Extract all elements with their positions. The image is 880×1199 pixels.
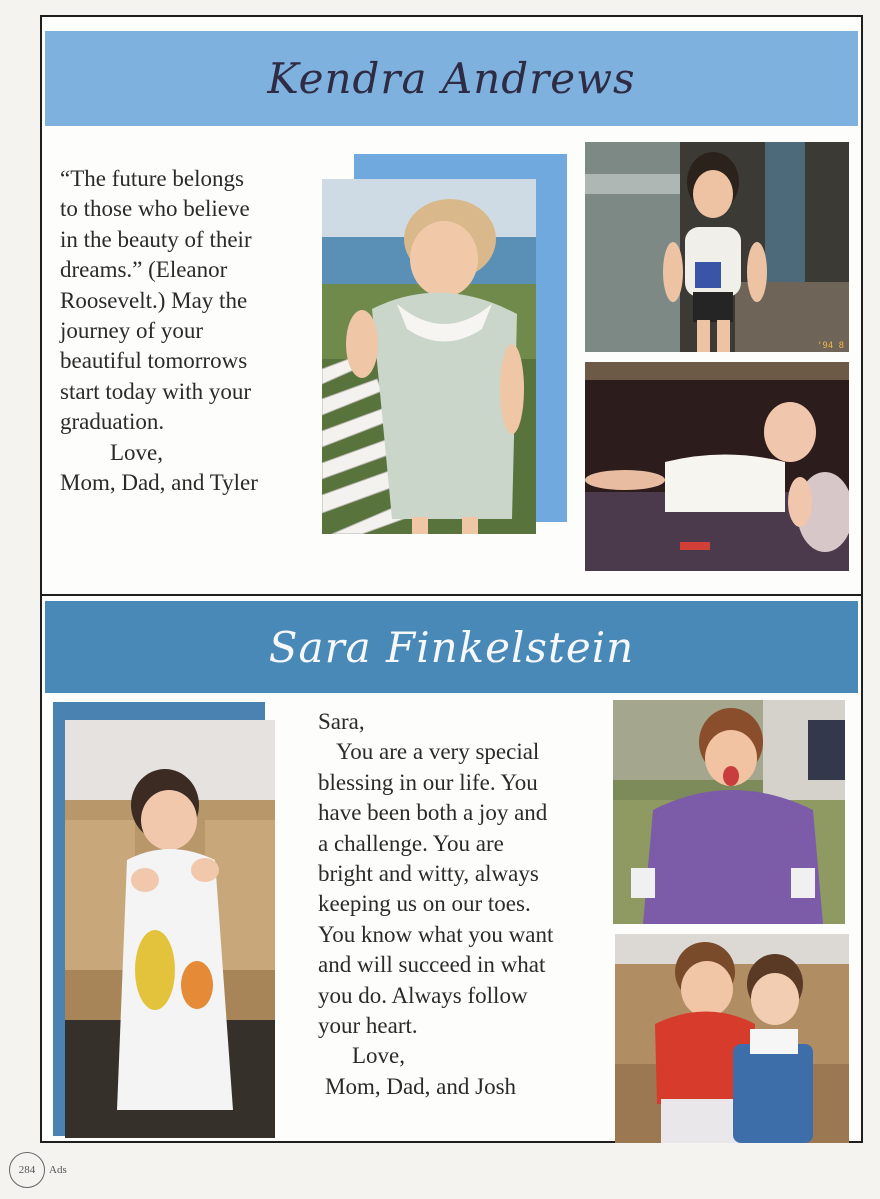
sara-siblings-photo (615, 934, 849, 1143)
kendra-name-banner (45, 31, 858, 126)
sara-toddler-photo (65, 720, 275, 1138)
message-line: You know what you want (318, 921, 554, 947)
message-line: to those who believe (60, 196, 250, 222)
sara-purple-jacket-photo (613, 700, 845, 924)
closing: Love, (110, 439, 164, 465)
message-line: start today with your (60, 378, 251, 404)
signature: Mom, Dad, and Tyler (60, 470, 258, 496)
sara-name-banner (45, 601, 858, 693)
message-line: have been both a joy and (318, 800, 548, 826)
message-line: journey of your (60, 318, 204, 344)
message-line: Roosevelt.) May the (60, 287, 248, 313)
greeting: Sara, (318, 709, 365, 734)
page-number: 284 (18, 1164, 36, 1176)
message-line: blessing in our life. You (318, 769, 538, 795)
message-line: your heart. (318, 1013, 418, 1039)
sara-message (318, 707, 608, 1102)
kendra-toddler-photo (322, 179, 536, 534)
kendra-baby-photo (585, 362, 849, 571)
kendra-swimsuit-photo (585, 142, 849, 352)
message-line: dreams.” (Eleanor (60, 257, 228, 283)
kendra-name: Kendra Andrews (267, 54, 636, 103)
photo-date-stamp: '94 8 (817, 341, 845, 351)
message-line: keeping us on our toes. (318, 891, 531, 917)
sara-name: Sara Finkelstein (268, 622, 635, 672)
kendra-message (60, 164, 310, 498)
message-line: a challenge. You are (318, 830, 504, 856)
message-line: graduation. (60, 409, 165, 435)
section-label: Ads (49, 1164, 67, 1176)
closing: Love, (352, 1043, 406, 1069)
page-number-circle (9, 1152, 45, 1188)
signature: Mom, Dad, and Josh (325, 1073, 517, 1099)
message-line: “The future belongs (60, 166, 244, 191)
message-line: bright and witty, always (318, 861, 539, 887)
message-line: beautiful tomorrows (60, 348, 248, 374)
section-divider (40, 594, 863, 596)
message-line: you do. Always follow (318, 982, 528, 1008)
message-line: and will succeed in what (318, 952, 546, 978)
page-footer (9, 1152, 67, 1188)
message-line: You are a very special (336, 739, 540, 765)
message-line: in the beauty of their (60, 226, 252, 252)
